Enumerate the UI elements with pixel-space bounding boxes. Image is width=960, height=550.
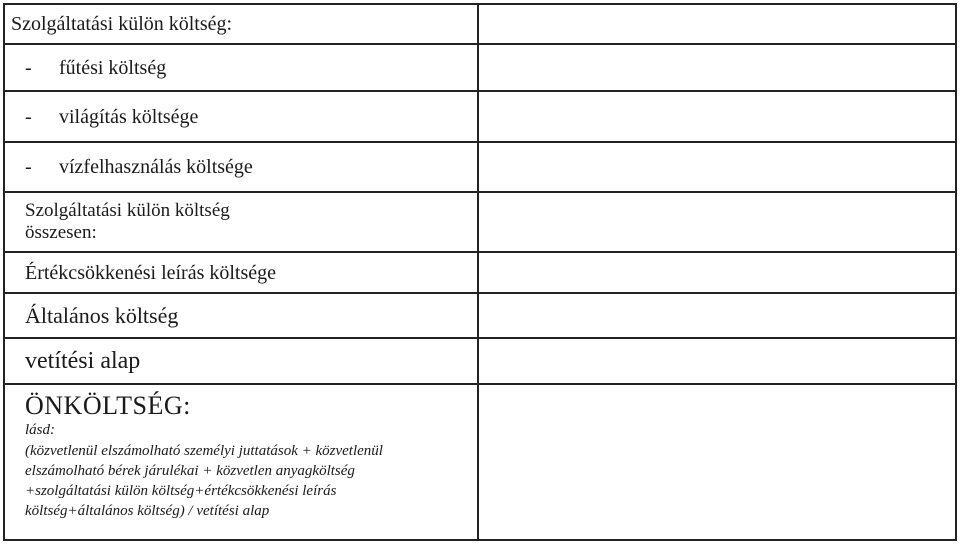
cost-calculation-table [3, 3, 957, 541]
table-row-header [4, 4, 956, 44]
base-value-cell [478, 338, 956, 384]
table-row-lighting [4, 91, 956, 142]
header-label [4, 4, 478, 44]
water-label [4, 142, 478, 192]
table-row-base [4, 338, 956, 384]
depreciation-value-cell [478, 252, 956, 293]
heating-value-cell [478, 44, 956, 91]
lighting-text: világítás költsége [59, 105, 199, 128]
table-row-subtotal [4, 192, 956, 252]
general-label [4, 293, 478, 338]
cost-note [25, 439, 477, 521]
heating-label [4, 44, 478, 91]
subtotal-line-2: összesen: [25, 222, 97, 243]
cost-note-line: elszámolható bérek járulékai + közvetlen anyagköltség [25, 463, 355, 479]
header-text: Szolgáltatási külön költség: [11, 13, 233, 35]
base-text: vetítési alap [25, 347, 141, 374]
general-value-cell [478, 293, 956, 338]
list-dash: - [25, 105, 32, 128]
cost-note-head: lásd: [25, 422, 55, 438]
table-row-general [4, 293, 956, 338]
heating-text: fűtési költség [59, 56, 167, 79]
cost-note-line: költség+általános költség) / vetítési alap [25, 503, 270, 519]
general-text: Általános költség [25, 302, 179, 328]
table-row-depreciation [4, 252, 956, 293]
water-text: vízfelhasználás költsége [59, 156, 253, 178]
lighting-value-cell [478, 91, 956, 142]
header-value-cell [478, 4, 956, 44]
cost-note-line: (közvetlenül elszámolható személyi juttatások + közvetlenül [25, 443, 383, 459]
list-dash: - [25, 156, 32, 178]
depreciation-label [4, 252, 478, 293]
subtotal-label [4, 192, 478, 252]
table-row-heating [4, 44, 956, 91]
subtotal-value-cell [478, 192, 956, 252]
lighting-label [4, 91, 478, 142]
table-row-water [4, 142, 956, 192]
table-row-cost [4, 384, 956, 540]
depreciation-text: Értékcsökkenési leírás költsége [25, 261, 277, 284]
base-label [4, 338, 478, 384]
cost-note-line: +szolgáltatási külön költség+értékcsökkenési leírás [25, 483, 337, 499]
subtotal-line-1: Szolgáltatási külön költség [25, 200, 230, 221]
cost-label [4, 384, 478, 540]
water-value-cell [478, 142, 956, 192]
list-dash: - [25, 56, 32, 79]
cost-value-cell [478, 384, 956, 540]
cost-title: ÖNKÖLTSÉG: [25, 391, 191, 420]
